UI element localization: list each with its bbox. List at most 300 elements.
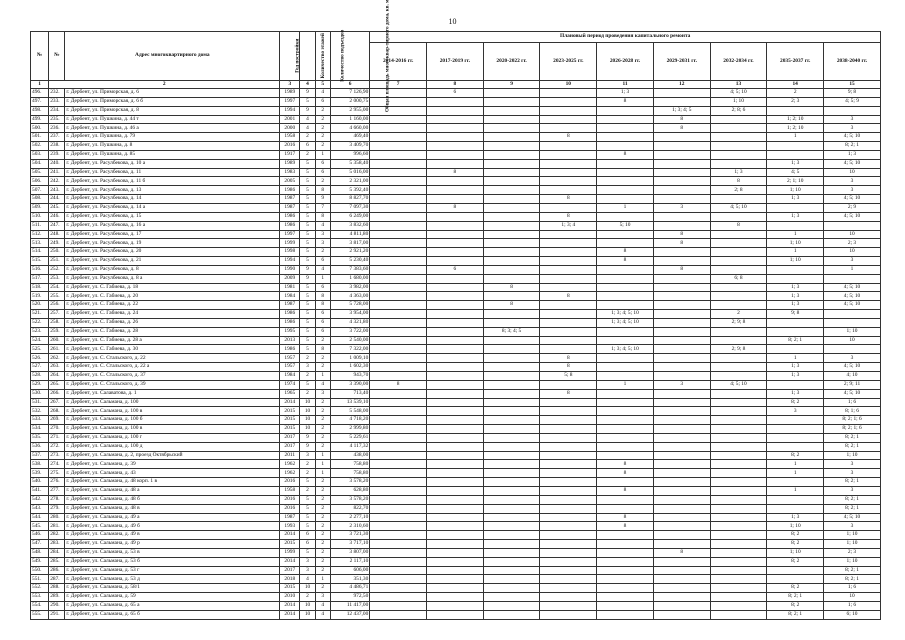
table-cell: 1: [767, 133, 824, 142]
table-cell: [483, 513, 540, 522]
table-cell: 2: [315, 433, 330, 442]
header-period: 2020-2022 гг.: [483, 43, 540, 81]
table-cell: 3: [315, 239, 330, 248]
table-cell: [427, 372, 484, 381]
table-cell: 268.: [49, 407, 65, 416]
table-cell: 8: [653, 239, 710, 248]
table-cell: [710, 451, 767, 460]
table-cell: [483, 230, 540, 239]
table-cell: 5: [300, 504, 315, 513]
table-cell: 8: [315, 292, 330, 301]
table-cell: 4; 5; 10: [824, 283, 881, 292]
table-cell: 2: [315, 248, 330, 257]
table-row: [31, 557, 881, 566]
table-cell: [824, 274, 881, 283]
table-cell: [483, 557, 540, 566]
table-cell: [710, 522, 767, 531]
table-cell: 248.: [49, 230, 65, 239]
table-cell: 10: [824, 230, 881, 239]
table-cell: 2 310,60: [330, 522, 370, 531]
table-cell: 1917: [280, 150, 300, 159]
table-cell: 532.: [31, 407, 49, 416]
table-cell: [767, 566, 824, 575]
table-cell: [370, 150, 427, 159]
table-cell: [710, 124, 767, 133]
table-cell: 538.: [31, 460, 49, 469]
table-cell: 517.: [31, 274, 49, 283]
table-cell: 5: [300, 195, 315, 204]
table-cell: [370, 203, 427, 212]
table-cell: [427, 97, 484, 106]
table-cell: [427, 318, 484, 327]
table-row: [31, 451, 881, 460]
table-cell: [483, 318, 540, 327]
table-cell: 551.: [31, 575, 49, 584]
table-cell: [540, 318, 597, 327]
table-cell: [710, 593, 767, 602]
table-cell: 6: [315, 168, 330, 177]
table-cell: 8; 2; 1: [824, 495, 881, 504]
table-cell: [370, 221, 427, 230]
table-cell: 5: [300, 301, 315, 310]
table-row: [31, 540, 881, 549]
table-cell: [653, 336, 710, 345]
table-row: [31, 389, 881, 398]
table-cell: [370, 310, 427, 319]
table-cell: 3: [824, 522, 881, 531]
table-cell: 2014: [280, 531, 300, 540]
table-cell: [653, 363, 710, 372]
table-cell: 2: [315, 522, 330, 531]
table-cell: 544.: [31, 513, 49, 522]
table-cell: г. Дербент, ул. Расулбекова, д. 15: [65, 212, 280, 221]
table-cell: 2: [300, 372, 315, 381]
table-cell: [370, 513, 427, 522]
table-cell: [710, 142, 767, 151]
table-cell: [540, 495, 597, 504]
table-cell: [597, 451, 654, 460]
table-cell: 2: [315, 177, 330, 186]
table-cell: [710, 389, 767, 398]
table-cell: [483, 584, 540, 593]
table-cell: 1; 3: [767, 292, 824, 301]
table-cell: [370, 168, 427, 177]
table-cell: 243.: [49, 186, 65, 195]
table-cell: [427, 186, 484, 195]
table-cell: 2; 8; 6: [710, 106, 767, 115]
table-cell: [653, 292, 710, 301]
table-cell: 6: [427, 265, 484, 274]
table-cell: 2: [315, 425, 330, 434]
table-cell: 5 016,00: [330, 168, 370, 177]
table-cell: [540, 442, 597, 451]
table-cell: [483, 168, 540, 177]
table-cell: 4; 5; 10: [824, 159, 881, 168]
table-cell: 262.: [49, 354, 65, 363]
table-cell: [710, 159, 767, 168]
table-cell: 2: [315, 416, 330, 425]
table-row: [31, 133, 881, 142]
table-cell: [710, 425, 767, 434]
table-cell: 351,30: [330, 575, 370, 584]
table-cell: [767, 318, 824, 327]
table-cell: 3 721,30: [330, 531, 370, 540]
table-cell: 281.: [49, 522, 65, 531]
table-cell: [653, 248, 710, 257]
table-cell: [370, 416, 427, 425]
table-cell: 2014: [280, 557, 300, 566]
table-cell: [653, 425, 710, 434]
table-row: [31, 336, 881, 345]
table-cell: [767, 442, 824, 451]
table-cell: [653, 221, 710, 230]
table-row: [31, 292, 881, 301]
table-cell: [653, 522, 710, 531]
table-cell: 6; 10: [824, 610, 881, 619]
table-cell: 5: [300, 310, 315, 319]
table-cell: 2: [300, 593, 315, 602]
table-cell: 1; 10: [767, 257, 824, 266]
table-cell: 283.: [49, 540, 65, 549]
table-cell: [540, 142, 597, 151]
table-cell: 5: [300, 345, 315, 354]
table-cell: 3 722,00: [330, 327, 370, 336]
table-cell: [370, 230, 427, 239]
table-cell: [540, 566, 597, 575]
table-cell: [540, 177, 597, 186]
table-cell: [653, 195, 710, 204]
table-cell: [540, 265, 597, 274]
table-cell: 256.: [49, 301, 65, 310]
table-cell: 526.: [31, 354, 49, 363]
table-row: [31, 212, 881, 221]
table-cell: г. Дербент, ул. Расулбекова, д. 19: [65, 239, 280, 248]
table-cell: [370, 274, 427, 283]
table-cell: г. Дербент, ул. Пушкина, д. 79: [65, 133, 280, 142]
table-cell: 1; 10: [767, 186, 824, 195]
table-row: [31, 531, 881, 540]
table-cell: [597, 372, 654, 381]
table-cell: [597, 504, 654, 513]
table-cell: 1; 3; 4; 5; 10: [597, 310, 654, 319]
table-cell: [427, 363, 484, 372]
table-cell: [540, 150, 597, 159]
table-cell: 4; 10: [824, 372, 881, 381]
table-cell: 5: [300, 292, 315, 301]
table-cell: 528.: [31, 372, 49, 381]
table-cell: [427, 142, 484, 151]
table-cell: [597, 212, 654, 221]
table-cell: [653, 327, 710, 336]
table-cell: 1 602,30: [330, 363, 370, 372]
table-cell: [710, 416, 767, 425]
table-cell: [710, 478, 767, 487]
table-cell: [540, 230, 597, 239]
table-cell: г. Дербент, ул. Сальмана, д. 58/1: [65, 584, 280, 593]
table-cell: 232.: [49, 89, 65, 98]
table-cell: 3: [315, 593, 330, 602]
table-cell: [653, 274, 710, 283]
table-cell: 1 160,00: [330, 115, 370, 124]
table-cell: 2: [300, 133, 315, 142]
table-cell: [427, 301, 484, 310]
table-cell: 275.: [49, 469, 65, 478]
table-cell: 4; 5; 10: [824, 363, 881, 372]
table-cell: 255.: [49, 292, 65, 301]
table-cell: [767, 478, 824, 487]
table-cell: [710, 363, 767, 372]
table-row: [31, 433, 881, 442]
table-cell: 5 548,00: [330, 407, 370, 416]
table-cell: [540, 239, 597, 248]
table-cell: 4; 5; 10: [710, 89, 767, 98]
table-cell: 1965: [280, 389, 300, 398]
table-cell: 10: [300, 407, 315, 416]
table-cell: 540.: [31, 478, 49, 487]
table-cell: [370, 354, 427, 363]
table-cell: г. Дербент, ул. Расулбекова, д. 21: [65, 257, 280, 266]
table-cell: 2: [315, 442, 330, 451]
table-cell: 515.: [31, 257, 49, 266]
table-cell: 1; 10: [824, 451, 881, 460]
header-year: Год постройки: [280, 32, 300, 81]
table-cell: 2; 3: [824, 239, 881, 248]
table-cell: 4: [300, 575, 315, 584]
table-cell: г. Дербент, ул. Сальмана, д. 100 д: [65, 442, 280, 451]
table-cell: 2: [315, 566, 330, 575]
table-cell: 1995: [280, 327, 300, 336]
table-cell: 4; 5; 10: [824, 133, 881, 142]
table-cell: 8; 3; 4; 5: [483, 327, 540, 336]
table-cell: 2: [315, 486, 330, 495]
table-cell: г. Дербент, ул. Расулбекова, д. 10 а: [65, 159, 280, 168]
table-row: [31, 380, 881, 389]
table-cell: 1987: [280, 301, 300, 310]
table-cell: [653, 89, 710, 98]
table-cell: [710, 433, 767, 442]
table-cell: 2: [315, 363, 330, 372]
table-cell: [653, 601, 710, 610]
table-cell: 8: [427, 203, 484, 212]
table-cell: 4: [315, 380, 330, 389]
table-cell: 8: [597, 522, 654, 531]
table-cell: г. Дербент, ул. Сальмана, д. 39: [65, 460, 280, 469]
table-cell: 4; 5: [767, 168, 824, 177]
table-cell: 498.: [31, 106, 49, 115]
table-cell: 2; 9: [824, 203, 881, 212]
table-cell: г. Дербент, ул. Расулбекова, д. 14 а: [65, 203, 280, 212]
table-cell: [597, 124, 654, 133]
table-row: [31, 301, 881, 310]
table-cell: [710, 195, 767, 204]
table-cell: 2; 9; 8: [710, 318, 767, 327]
table-row: [31, 159, 881, 168]
table-cell: [710, 257, 767, 266]
table-cell: 507.: [31, 186, 49, 195]
table-row: [31, 283, 881, 292]
table-cell: 8: [597, 460, 654, 469]
table-cell: 1 009,10: [330, 354, 370, 363]
table-cell: [483, 575, 540, 584]
table-row: [31, 416, 881, 425]
table-cell: 4 486,71: [330, 584, 370, 593]
table-cell: 1981: [280, 283, 300, 292]
table-cell: [653, 168, 710, 177]
column-number: 5: [315, 81, 330, 89]
table-cell: 6: [315, 283, 330, 292]
table-cell: [710, 212, 767, 221]
table-cell: 5: [300, 478, 315, 487]
table-cell: 521.: [31, 310, 49, 319]
header-period: 2017-2019 гг.: [427, 43, 484, 81]
table-cell: 2; 9; 8: [710, 345, 767, 354]
table-cell: 290.: [49, 601, 65, 610]
table-cell: 1962: [280, 460, 300, 469]
table-cell: [653, 460, 710, 469]
table-cell: 8; 2; 1: [824, 433, 881, 442]
table-row: [31, 115, 881, 124]
table-cell: [483, 97, 540, 106]
table-cell: 272.: [49, 442, 65, 451]
table-cell: [370, 425, 427, 434]
table-cell: 266.: [49, 389, 65, 398]
table-row: [31, 460, 881, 469]
table-cell: [483, 425, 540, 434]
table-cell: г. Дербент, ул. Сальмана, д. 100 г: [65, 433, 280, 442]
table-cell: 4 811,80: [330, 230, 370, 239]
table-cell: [540, 504, 597, 513]
table-cell: 6: [300, 531, 315, 540]
table-cell: [427, 221, 484, 230]
table-cell: [653, 389, 710, 398]
table-cell: 8; 2: [767, 601, 824, 610]
table-row: [31, 124, 881, 133]
table-cell: г. Дербент, ул. С. Стальского, д. 22: [65, 354, 280, 363]
column-number: 1: [31, 81, 49, 89]
table-cell: [767, 327, 824, 336]
table-cell: [427, 380, 484, 389]
table-cell: 1; 3: [767, 195, 824, 204]
table-cell: 4; 5; 10: [824, 292, 881, 301]
table-cell: [653, 142, 710, 151]
table-cell: 9: [300, 106, 315, 115]
table-cell: 1: [315, 575, 330, 584]
table-cell: 4 718,20: [330, 416, 370, 425]
table-cell: 504.: [31, 159, 49, 168]
table-cell: [653, 186, 710, 195]
table-cell: [597, 283, 654, 292]
table-cell: г. Дербент, ул. С. Стальского, д. 37: [65, 372, 280, 381]
table-cell: г. Дербент, ул. Сальмана, д. 53 д: [65, 575, 280, 584]
table-cell: 6: [315, 97, 330, 106]
table-cell: 2: [767, 89, 824, 98]
table-cell: [597, 354, 654, 363]
table-cell: 10: [300, 601, 315, 610]
table-cell: [653, 566, 710, 575]
column-number: 9: [483, 81, 540, 89]
table-cell: 606,00: [330, 566, 370, 575]
table-cell: [483, 469, 540, 478]
table-cell: [597, 425, 654, 434]
table-cell: [427, 522, 484, 531]
table-cell: 497.: [31, 97, 49, 106]
table-cell: [427, 212, 484, 221]
table-cell: [597, 363, 654, 372]
table-cell: 2: [315, 354, 330, 363]
table-cell: [370, 398, 427, 407]
table-cell: [710, 301, 767, 310]
table-cell: [540, 610, 597, 619]
table-cell: 4: [315, 610, 330, 619]
table-cell: 554.: [31, 601, 49, 610]
table-cell: [483, 124, 540, 133]
table-cell: [427, 195, 484, 204]
page-number: 10: [448, 17, 457, 26]
table-cell: 10: [824, 168, 881, 177]
table-cell: 287.: [49, 575, 65, 584]
table-cell: [427, 557, 484, 566]
table-cell: [483, 372, 540, 381]
table-cell: г. Дербент, ул. Расулбекова, д. 16 а: [65, 221, 280, 230]
table-cell: [370, 159, 427, 168]
table-cell: 536.: [31, 442, 49, 451]
table-cell: 512.: [31, 230, 49, 239]
table-cell: 4; 5; 10: [824, 212, 881, 221]
table-cell: [540, 283, 597, 292]
table-cell: [540, 168, 597, 177]
table-cell: [653, 593, 710, 602]
table-row: [31, 601, 881, 610]
table-cell: 503.: [31, 150, 49, 159]
header-area: Общая площадь многоквар-тирного дома, кв. м: [330, 32, 370, 81]
column-number: 6: [330, 81, 370, 89]
table-cell: 2017: [280, 433, 300, 442]
table-cell: 2: [315, 142, 330, 151]
table-cell: 4: [315, 221, 330, 230]
table-cell: 2016: [280, 495, 300, 504]
table-cell: 10: [824, 593, 881, 602]
table-cell: 2010: [280, 593, 300, 602]
table-cell: г. Дербент, ул. Пушкина, д. 46 а: [65, 124, 280, 133]
table-cell: [597, 389, 654, 398]
table-row: [31, 318, 881, 327]
table-cell: [710, 283, 767, 292]
table-cell: 10: [300, 425, 315, 434]
table-row: [31, 495, 881, 504]
table-cell: 2009: [280, 274, 300, 283]
table-cell: [767, 504, 824, 513]
table-cell: [767, 495, 824, 504]
table-cell: 7: [315, 203, 330, 212]
table-cell: 285.: [49, 557, 65, 566]
table-cell: 5: [300, 248, 315, 257]
table-cell: [653, 504, 710, 513]
table-cell: 1989: [280, 159, 300, 168]
table-cell: г. Дербент, ул. Сальмана, д. 53 б: [65, 557, 280, 566]
header-period: 2032-2034 гг.: [710, 43, 767, 81]
table-cell: [653, 513, 710, 522]
table-cell: [597, 584, 654, 593]
table-cell: 244.: [49, 195, 65, 204]
table-cell: 3: [767, 407, 824, 416]
table-cell: 943,70: [330, 372, 370, 381]
table-cell: 2016: [280, 142, 300, 151]
table-cell: [427, 159, 484, 168]
table-cell: [483, 566, 540, 575]
table-cell: 5 230,40: [330, 257, 370, 266]
table-cell: [483, 89, 540, 98]
table-cell: 539.: [31, 469, 49, 478]
